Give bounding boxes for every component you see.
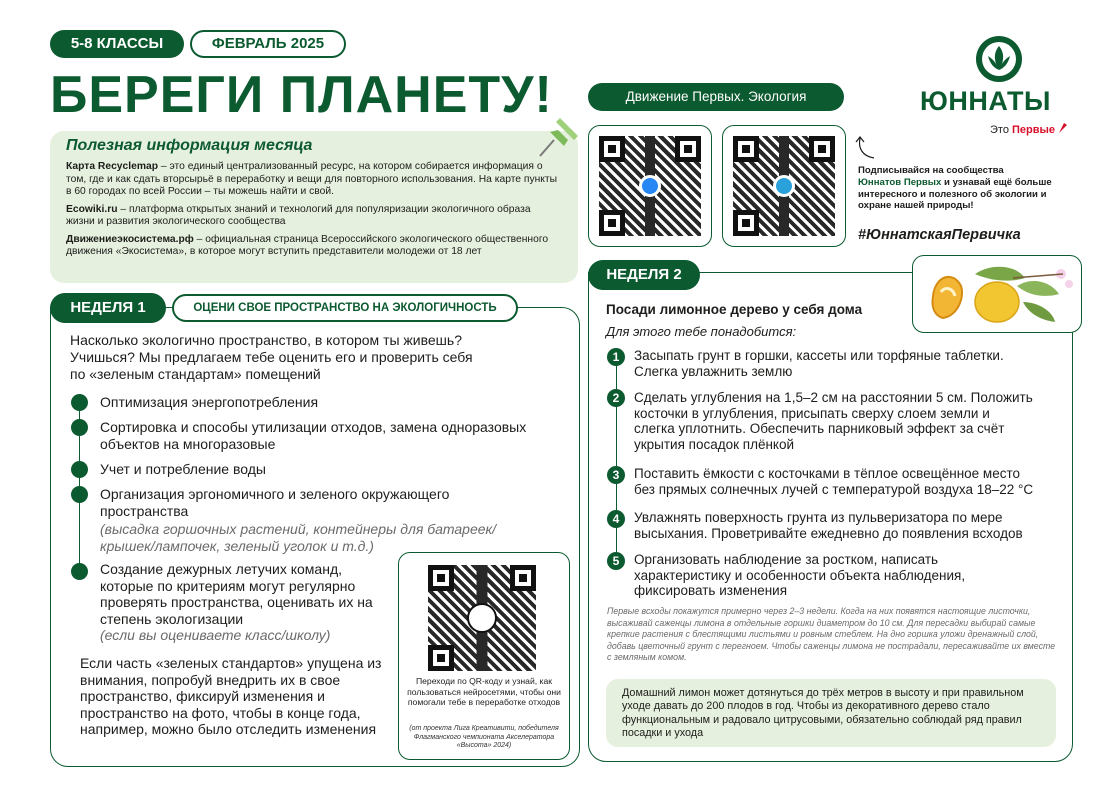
bullet-item [100, 561, 375, 644]
step-text: Организовать наблюдение за ростком, написать характеристику и особенности объекта наблюдения, фиксировать изменения [634, 552, 966, 598]
page-title: БЕРЕГИ ПЛАНЕТУ! [50, 66, 553, 124]
bullet-dot [71, 394, 88, 411]
step-text: Увлажнять поверхность грунта из пульверизатора по мере высыхания. Проветривайте ежедневно до появления всходов [634, 510, 1023, 541]
qr-telegram-code[interactable] [733, 136, 835, 236]
qr-ai-caption: Переходи по QR-коду и узнай, как пользоваться нейросетями, чтобы они помогали тебе в переработке отходов [407, 676, 561, 707]
week1-subtitle: ОЦЕНИ СВОЕ ПРОСТРАНСТВО НА ЭКОЛОГИЧНОСТЬ [172, 294, 518, 322]
lemon-icon [913, 256, 1078, 330]
arrow-icon [852, 132, 882, 162]
lemon-illustration-card [912, 255, 1082, 333]
brand-tagline [990, 122, 1068, 136]
week1-outro: Если часть «зеленых стандартов» упущена из внимания, попробуй внедрить их в свое пространство, фиксируй изменения и пространство на фото, чтобы в конце года, например, можно было отследить изменения [80, 655, 382, 737]
subscribe-line1: Подписывайся на сообщества [858, 165, 1004, 176]
bullet-dot [71, 563, 88, 580]
step-number: 4 [607, 510, 625, 528]
step-text: Засыпать грунт в горшки, кассеты или торфяные таблетки. Слегка увлажнить землю [634, 348, 1004, 379]
step-number: 2 [607, 389, 625, 407]
qr-ai-note: (от проекта Лига Креативити, победителя Флагманского чемпионата Акселератора «Высота» 2024) [409, 725, 559, 749]
bullet-dot [71, 486, 88, 503]
bullet-item [100, 486, 520, 554]
telegram-icon [773, 175, 795, 197]
bullet-text: Организация эргономичного и зеленого окружающего пространства [100, 486, 450, 519]
grades-badge: 5-8 КЛАССЫ [50, 30, 184, 58]
bullet-text: Сортировка и способы утилизации отходов, замена одноразовых объектов на многоразовые [100, 419, 527, 452]
step-text: Поставить ёмкости с косточками в тёплое освещённое место без прямых солнечных лучей с температурой воздуха 18–22 °С [634, 466, 1034, 497]
qr-vk-card[interactable] [588, 125, 712, 247]
movement-badge: Движение Первых. Экология [588, 83, 844, 111]
qr-vk-code[interactable] [599, 136, 701, 236]
week2-title: Посади лимонное дерево у себя дома [606, 302, 863, 317]
bullet-note: (высадка горшочных растений, контейнеры для батареек/крышек/лампочек, зеленый уголок и т.д.) [100, 521, 497, 554]
info-item-text: – официальная страница Всероссийского экологического общественного движения «Экосистема», в которое могут вступить представители молодежи от 18 лет [66, 233, 549, 257]
subscribe-highlight: Юннатов Первых [858, 176, 942, 188]
bullet-text: Оптимизация энергопотребления [100, 394, 319, 410]
week1-intro: Насколько экологично пространство, в котором ты живешь? Учишься? Мы предлагаем тебе оценить его и проверить себя по «зеленым стандартам» помещений [70, 332, 473, 382]
steps-line [616, 355, 617, 565]
bullet-dot [71, 461, 88, 478]
flag-icon [1058, 122, 1068, 134]
step-number: 3 [607, 466, 625, 484]
week2-fact-box: Домашний лимон может дотянуться до трёх метров в высоту и при правильном уходе давать до 200 плодов в год. Чтобы из декоративного дерево стало функциональным и радовало цитрусовыми, обязательно соблюдай ряд правил посадки и ухода [606, 679, 1056, 747]
tagline-brand: Первые [1012, 124, 1056, 136]
bullet-dot [71, 419, 88, 436]
qr-ai-code[interactable] [428, 565, 536, 671]
step-text: Сделать углубления на 1,5–2 см на расстоянии 5 см. Положить косточки в углубления, присыпать сверху слоем земли и слегка уплотнить. Обеспечить парниковый эффект за счёт укрытия посадок плёнкой [634, 390, 1033, 452]
month-badge: ФЕВРАЛЬ 2025 [190, 30, 346, 58]
bullet-text: Создание дежурных летучих команд, которые по критериям могут регулярно проверять пространства, оценивать их на степень экологизации [100, 561, 373, 627]
week2-need: Для этого тебе понадобится: [606, 324, 797, 339]
info-box [50, 131, 578, 283]
step-number: 5 [607, 552, 625, 570]
info-item-name: Карта Recyclemap [66, 161, 159, 172]
info-heading: Полезная информация месяца [66, 137, 313, 154]
week2-note: Первые всходы покажутся примерно через 2–3 недели. Когда на них появятся настоящие листочки, высаживай саженцы лимона в отдельные горшки диаметром до 10 см. Для пересадки выбирай самые крепкие растения с блестящими листьями и ровным стеблем. На дно горшка уложи дренажный слой, добавь цветочный грунт с перегноем. Чтобы саженцы лимона не пострадали, пересаживайте их вместе с земляным комом. [607, 606, 1056, 662]
qr-telegram-card[interactable] [722, 125, 846, 247]
leaf-emblem-icon [974, 34, 1024, 84]
vk-icon [639, 175, 661, 197]
bullet-note: (если вы оцениваете класс/школу) [100, 627, 331, 643]
subscribe-text [858, 165, 1058, 212]
hashtag: #ЮннатскаяПервичка [858, 227, 1021, 243]
bullet-text: Учет и потребление воды [100, 461, 266, 477]
subscribe-line2: и узнавай ещё больше интересного и полезного об экологии и охране нашей природы! [858, 176, 1052, 212]
info-item-text: – платформа открытых знаний и технологий для популяризации экологичного образа жизни и развития экологического сообщества [66, 203, 531, 227]
info-item-name: Движениеэкосистема.рф [66, 233, 194, 245]
brand-logo [900, 30, 1090, 140]
creativity-logo-icon [467, 603, 497, 633]
step-number: 1 [607, 348, 625, 366]
info-item-ecosystem [66, 234, 562, 259]
info-item-text: – это единый централизованный ресурс, на котором собирается информация о том, где и как сдать вторсырьё в переработку и вещи для повторного использования. На карте пункты в 60 городах по всей России – ты можешь найти и свой. [66, 161, 558, 197]
brand-name: ЮННАТЫ [920, 86, 1051, 116]
info-item-ecowiki [66, 204, 562, 229]
week1-label: НЕДЕЛЯ 1 [50, 293, 166, 323]
tagline-prefix: Это [990, 124, 1009, 136]
info-item-name: Ecowiki.ru [66, 203, 118, 215]
info-item-recyclemap [66, 161, 562, 199]
pin-icon [532, 112, 582, 162]
week2-label: НЕДЕЛЯ 2 [588, 260, 700, 290]
